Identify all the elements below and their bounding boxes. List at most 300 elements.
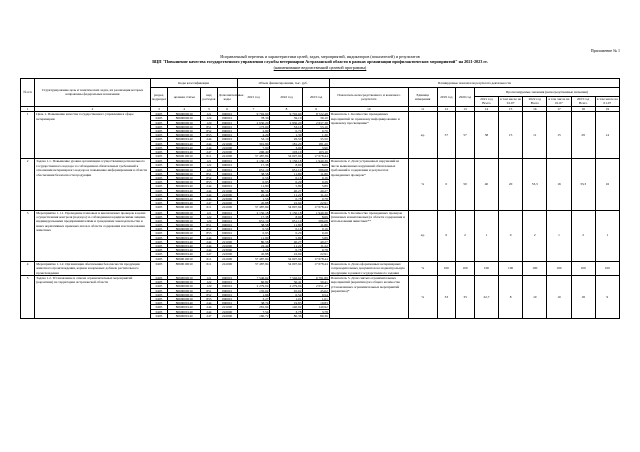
funding-2021: [237, 261, 270, 275]
plan-2023-incl: 1: [595, 210, 619, 261]
extra-codes-value: 000001: [218, 184, 237, 188]
target-article-codes-value: 8060010010: [175, 256, 193, 261]
extra-codes-value: 241000: [222, 154, 233, 159]
expense-type-codes-value: 611: [206, 256, 212, 261]
value-2019: 57: [437, 112, 456, 159]
razdel-codes-value: 0405: [151, 112, 168, 116]
expense-type-codes-value: 247: [201, 201, 216, 205]
target-article-codes-value: 8060000010: [168, 223, 200, 227]
extra-codes-value: 221000: [218, 305, 237, 309]
unit-value: %: [408, 261, 437, 275]
funding-2021-value: 45,88: [238, 252, 270, 256]
razdel-codes-value: 0405: [151, 197, 168, 201]
plan-2021-incl: 8: [499, 276, 523, 319]
razdel-codes-value: 0405: [155, 154, 163, 159]
funding-2022-value: 181,20: [270, 142, 302, 146]
funding-2023-value: 8 722,48: [303, 112, 328, 116]
funding-2023-value: 11,80: [303, 172, 328, 176]
razdel-codes-value: 0405: [151, 176, 168, 180]
header-codes: Коды классификации: [150, 79, 237, 88]
column-number: 18: [571, 106, 595, 111]
header-goal: Структурирование цель и тематических задач, их реализация которых направлены федеральные назначения: [35, 79, 150, 107]
funding-2023-value: 103,10: [303, 150, 328, 154]
header-2021: 2021 год: [237, 88, 270, 107]
value-2020: 100: [456, 261, 475, 275]
extra-codes-value: 000001: [218, 227, 237, 231]
funding-2021-value: 7,54: [238, 310, 270, 314]
razdel-codes-value: 0405: [155, 205, 163, 210]
expense-type-codes-value: 244: [201, 305, 216, 309]
column-number: 5: [201, 106, 217, 111]
funding-2022-value: 22,94: [270, 201, 302, 205]
funding-2023-value: 11,80: [303, 223, 328, 227]
funding-2023-value: 17 678,44: [314, 205, 328, 210]
target-article-codes-value: 8060000140: [168, 305, 200, 309]
value-2019: 0: [437, 210, 456, 261]
funding-2022-value: 0,78: [270, 197, 302, 201]
goal-text: Задача 1.1. Повышение уровня организации осуществления регионального государственного надзора за соблюдением обязательных требований в отношении ветеринарного надзора и повышение информирования в области обеспечения безопасности продукции: [35, 159, 150, 210]
extra-codes-value: 223000: [218, 197, 237, 201]
target-article-codes-value: 8060000010: [168, 284, 200, 288]
funding-2022: [270, 276, 303, 319]
appendix-label: Приложение № 1: [590, 48, 620, 53]
plan-2023-total: 33,3: [571, 159, 595, 210]
target-article-codes-value: 8060000010: [168, 133, 200, 137]
row-number: 1: [21, 112, 35, 159]
funding-2021-value: 281,94: [238, 305, 270, 309]
funding-2021-value: 80,56: [238, 240, 270, 244]
indicator-text: Показатель 3. Количество проведенных проверок (плановых и внеплановых) в области содержания и использования животных**: [329, 210, 408, 261]
column-number: 4: [168, 106, 201, 111]
column-number: 6: [217, 106, 237, 111]
plan-2023-incl: 100: [595, 261, 619, 275]
funding-2022: [270, 261, 303, 275]
funding-2021-value: 0,93: [238, 180, 270, 184]
target-article-codes-value: 8060000010: [168, 159, 200, 163]
expense-type-codes-value: 244: [201, 137, 216, 141]
extra-codes-value: 223000: [218, 248, 237, 252]
funding-2022-value: 40,27: [270, 189, 302, 193]
target-article-codes-value: 8060000010: [168, 129, 200, 133]
expense-type-codes-value: 244: [201, 240, 216, 244]
funding-2022-value: 0,16: [270, 176, 302, 180]
column-number: 16: [523, 106, 547, 111]
target-article-codes: [168, 261, 201, 275]
target-article-codes-value: 8060000010: [168, 163, 200, 167]
target-article-codes-value: 8060000010: [168, 172, 200, 176]
table-row: [21, 112, 620, 159]
funding-2022-value: 30,41: [270, 280, 302, 284]
column-number: 13: [456, 106, 475, 111]
column-number: 12: [437, 106, 456, 111]
plan-2022-incl: 10: [547, 276, 571, 319]
funding-2023-value: 1 940,36: [303, 159, 328, 163]
extra-codes-value: 000001: [218, 176, 237, 180]
extra-codes-value: 241000: [222, 261, 233, 266]
header-fin: Объем финансирования, тыс. руб.: [237, 79, 329, 88]
extra-codes-value: 000001: [218, 219, 237, 223]
funding-2023-value: 40,27: [303, 189, 328, 193]
plan-2021-total: 40: [474, 159, 498, 210]
extra-codes: [217, 261, 237, 275]
expense-type-codes: [201, 112, 217, 159]
extra-codes-value: 222000: [222, 313, 233, 318]
extra-codes-value: 000001: [218, 223, 237, 227]
value-2020: 2: [456, 210, 475, 261]
extra-codes-value: 000001: [218, 137, 237, 141]
funding-2021-value: 53,10: [238, 137, 270, 141]
goal-text: Мероприятие 1.1.1. Проведение плановых и внеплановых проверок в целях осуществления контроля (надзора) за соблюдением юридическими лицами, индивидуальными предпринимателями и гражданами законодательства и иных нормативных правовых актов в области содержания и использования животных: [35, 210, 150, 261]
funding-2022-value: 80,36: [293, 313, 302, 318]
table-row: [21, 276, 620, 319]
razdel-codes-value: 0405: [155, 313, 163, 318]
funding-2022-value: 2 930,20: [270, 121, 302, 125]
razdel-codes-value: 0405: [151, 248, 168, 252]
razdel-codes-value: 0405: [151, 184, 168, 188]
plan-2023-total: 100: [571, 261, 595, 275]
funding-2021: [237, 112, 270, 159]
value-2020: 33: [456, 276, 475, 319]
target-article-codes-value: 8060000140: [168, 310, 200, 314]
header-2022: 2022 год: [270, 88, 303, 107]
target-article-codes-value: 8060010010: [175, 154, 193, 159]
column-number: 11: [408, 106, 437, 111]
extra-codes: [217, 210, 237, 261]
target-article-codes-value: 8060000010: [168, 125, 200, 129]
extra-codes-value: 222000: [218, 244, 237, 248]
funding-2023: [303, 276, 329, 319]
funding-2021-value: 11,80: [238, 236, 270, 240]
funding-2022-value: 11,22: [270, 244, 302, 248]
funding-2021-value: 2 150,18: [238, 159, 270, 163]
plan-2023-incl: 16: [595, 159, 619, 210]
plan-2023-incl: 9: [595, 276, 619, 319]
funding-2023-value: 8,69: [303, 215, 328, 219]
funding-2023-value: 0,78: [303, 197, 328, 201]
funding-2021-value: 38,74: [238, 301, 270, 305]
header-plan-2023-total: 2023 год Всего: [571, 97, 595, 107]
plan-2023-total: 29: [571, 112, 595, 159]
funding-2022: [270, 112, 303, 159]
column-number: 3: [150, 106, 168, 111]
unit-value: ед.: [408, 210, 437, 261]
funding-2021-value: 78,30: [238, 116, 270, 120]
razdel-codes-value: 0405: [151, 297, 168, 301]
expense-type-codes-value: 244: [201, 142, 216, 146]
funding-2023-value: 19,83: [303, 301, 328, 305]
target-article-codes-value: 8060000140: [168, 301, 200, 305]
expense-type-codes-value: 122: [201, 163, 216, 167]
target-article-codes: [168, 276, 201, 319]
title-line-1: Исправленный перечень и характеристики целей, задач, мероприятий, индикаторов (показателей) и результатов: [220, 54, 420, 59]
funding-2023-value: 1,30: [303, 133, 328, 137]
razdel-codes-value: 0405: [151, 276, 168, 280]
header-dop-kod: Дополнительные коды: [217, 88, 237, 107]
extra-codes-value: 000001: [218, 159, 237, 163]
funding-2022-value: 1,01: [270, 297, 302, 301]
extra-codes-value: 000001: [218, 116, 237, 120]
funding-2021-value: 1,56: [238, 197, 270, 201]
expense-type-codes-value: 121: [201, 211, 216, 215]
plan-2022-total: 19: [523, 276, 547, 319]
expense-type-codes-value: 851: [201, 289, 216, 293]
funding-2022-value: 34 007,94: [287, 205, 302, 210]
funding-2022-value: 1,30: [270, 133, 302, 137]
table-row: [21, 261, 620, 275]
funding-2023-value: 3,78: [303, 310, 328, 314]
expense-type-codes-value: 247: [206, 313, 212, 318]
razdel-codes-value: 0405: [151, 240, 168, 244]
plan-2022-incl: 100: [547, 261, 571, 275]
razdel-codes-value: 0405: [151, 125, 168, 129]
funding-2021-value: 2 930,20: [238, 121, 270, 125]
razdel-codes: [150, 112, 168, 159]
target-article-codes-value: 8060000140: [168, 197, 200, 201]
target-article-codes-value: 8060000140: [168, 201, 200, 205]
funding-2021-value: 22,44: [238, 244, 270, 248]
funding-2022-value: 11,80: [270, 172, 302, 176]
funding-2023-value: 1,01: [303, 297, 328, 301]
funding-2021-value: 135,02: [238, 289, 270, 293]
funding-2021-value: 160,72: [259, 313, 269, 318]
extra-codes-value: 222000: [218, 150, 237, 154]
expense-type-codes-value: 852: [201, 129, 216, 133]
extra-codes-value: 000001: [218, 121, 237, 125]
funding-2021-value: 7 546,62: [238, 276, 270, 280]
funding-2023-value: 22,91: [303, 252, 328, 256]
funding-2021-value: 3,27: [238, 297, 270, 301]
expense-type-codes-value: 851: [201, 172, 216, 176]
funding-2022-value: 2 279,04: [270, 284, 302, 288]
row-number: 5: [21, 276, 35, 319]
funding-2021: [237, 210, 270, 261]
expense-type-codes-value: 244: [201, 244, 216, 248]
target-article-codes-value: 8060000140: [168, 193, 200, 197]
target-article-codes-value: 8060000140: [168, 150, 200, 154]
funding-2022: [270, 159, 303, 210]
extra-codes-value: 222000: [218, 252, 237, 256]
expense-type-codes-value: 121: [201, 159, 216, 163]
expense-type-codes: [201, 210, 217, 261]
goal-text: Мероприятие 1.1.2. Организация обеспечения безопасности продукции животного происхождения, кормов и кормовых добавок растительного происхождения: [35, 261, 150, 275]
expense-type-codes-value: 129: [201, 219, 216, 223]
funding-2022-value: 651,10: [270, 168, 302, 172]
indicator-text: Показатель 4. Доля оформленных ветеринарных сопроводительных документов на подконтрольную продукцию в рамках государственного задания: [329, 261, 408, 275]
row-number: 3: [21, 210, 35, 261]
unit-value: %: [408, 276, 437, 319]
extra-codes-value: 241000: [222, 205, 233, 210]
funding-2023: [303, 159, 329, 210]
table-row: [21, 210, 620, 261]
column-number: 19: [595, 106, 619, 111]
funding-2022-value: 34 007,94: [287, 261, 302, 266]
funding-2023-value: 0,78: [303, 248, 328, 252]
funding-2023-value: 3,90: [303, 146, 328, 150]
funding-2021-value: 651,10: [238, 219, 270, 223]
razdel-codes-value: 0405: [151, 180, 168, 184]
extra-codes-value: 000001: [218, 168, 237, 172]
funding-2023-value: 35,50: [303, 137, 328, 141]
target-article-codes-value: 8060000010: [168, 297, 200, 301]
expense-type-codes-value: 851: [201, 223, 216, 227]
target-article-codes-value: 8060000140: [168, 236, 200, 240]
funding-2022-value: 34 007,94: [287, 154, 302, 159]
funding-2022: [270, 210, 303, 261]
funding-2022-value: 22,94: [270, 252, 302, 256]
value-2019: 0: [437, 159, 456, 210]
table-body: [21, 112, 620, 319]
funding-2023-value: 1 940,36: [303, 211, 328, 215]
column-number: 7: [237, 106, 270, 111]
title-line-2: ВЦП "Повышение качества государственного управления службы ветеринарии Астраханской области в рамках организации профилактических мероприятий" на 2021-2023 гг.: [152, 59, 488, 65]
extra-codes-value: 000001: [218, 289, 237, 293]
funding-2023-value: 11,22: [303, 193, 328, 197]
plan-2022-total: 2: [523, 210, 547, 261]
expense-type-codes-value: 122: [201, 116, 216, 120]
extra-codes-value: 000001: [218, 231, 237, 235]
expense-type-codes: [201, 261, 217, 275]
target-article-codes: [168, 210, 201, 261]
header-cel-statya: целевая статья: [168, 88, 201, 107]
expense-type-codes-value: 853: [201, 231, 216, 235]
expense-type-codes-value: 244: [201, 248, 216, 252]
funding-2023-value: 17 678,44: [314, 261, 328, 266]
funding-2021-value: 37 487,84: [254, 261, 269, 266]
plan-2023-total: 18: [571, 276, 595, 319]
funding-2022-value: 8,69: [270, 163, 302, 167]
expense-type-codes-value: 247: [201, 252, 216, 256]
target-article-codes: [168, 112, 201, 159]
funding-2023-value: 5,89: [303, 236, 328, 240]
target-article-codes-value: 8060000010: [168, 112, 200, 116]
expense-type-codes-value: 853: [201, 297, 216, 301]
razdel-codes-value: 0405: [151, 310, 168, 314]
funding-2023-value: 0,70: [303, 129, 328, 133]
column-number: 8: [270, 106, 303, 111]
extra-codes-value: 221000: [218, 240, 237, 244]
funding-2023-value: 17 678,44: [314, 256, 328, 261]
funding-2023-value: 181,20: [303, 142, 328, 146]
funding-2022-value: 39,10: [270, 116, 302, 120]
column-number: 9: [303, 106, 329, 111]
funding-2022-value: 140,92: [270, 305, 302, 309]
expense-type-codes-value: 244: [201, 193, 216, 197]
extra-codes-value: 222000: [218, 193, 237, 197]
razdel-codes-value: 0405: [151, 236, 168, 240]
funding-2022-value: 0,70: [270, 129, 302, 133]
funding-2022-value: 34 007,94: [287, 256, 302, 261]
target-article-codes-value: 8060010010: [175, 205, 193, 210]
extra-codes-value: 000001: [218, 129, 237, 133]
indicator-text: Показатель 5. Доля снятых ограничительных мероприятий (карантина) из общего количества установленных ограничительных мероприятий (карантина)*: [329, 276, 408, 319]
funding-2023-value: 80,36: [320, 313, 328, 318]
plan-2021-total: 38: [474, 112, 498, 159]
extra-codes-value: 000001: [218, 211, 237, 215]
funding-2022-value: 3,78: [270, 310, 302, 314]
indicator-text: Показатель 1. Количество проведенных мероприятий по правовому информированию и правовому просвещению*: [329, 112, 408, 159]
razdel-codes-value: 0405: [151, 193, 168, 197]
razdel-codes-value: 0405: [151, 289, 168, 293]
funding-2023-value: 140,92: [303, 305, 328, 309]
funding-2022-value: 45,02: [270, 289, 302, 293]
program-table: [20, 78, 620, 319]
funding-2022-value: 19,83: [270, 301, 302, 305]
column-number: 15: [499, 106, 523, 111]
plan-2022-incl: 16: [547, 159, 571, 210]
funding-2022-value: 0,29: [270, 180, 302, 184]
header-plan: Прогнозируемые значения (непосредственные значения): [474, 88, 619, 97]
plan-2022-incl: 1: [547, 210, 571, 261]
plan-2021-incl: 0: [499, 210, 523, 261]
plan-2022-total: 100: [523, 261, 547, 275]
target-article-codes-value: 8060000010: [168, 293, 200, 297]
extra-codes-value: 000001: [218, 133, 237, 137]
funding-2022-value: 5,89: [270, 184, 302, 188]
target-article-codes: [168, 159, 201, 210]
funding-2021-value: 7,90: [238, 146, 270, 150]
razdel-codes-value: 0405: [151, 231, 168, 235]
razdel-codes-value: 0405: [155, 261, 163, 266]
goal-text: Цель 1. Повышение качества государственного управления в сфере ветеринарии: [35, 112, 150, 159]
funding-2021-value: 38,58: [238, 172, 270, 176]
expense-type-codes-value: 244: [201, 310, 216, 314]
plan-2021-total: 100: [474, 261, 498, 275]
target-article-codes-value: 8060000140: [168, 240, 200, 244]
funding-2022-value: 53,10: [270, 125, 302, 129]
funding-2023-value: 53,10: [303, 125, 328, 129]
funding-2023: [303, 261, 329, 275]
funding-2023-value: 39,10: [303, 116, 328, 120]
funding-2022-value: 0,54: [270, 293, 302, 297]
value-2020: 50: [456, 159, 475, 210]
plan-2023-total: 2: [571, 210, 595, 261]
plan-2022-total: 33,3: [523, 159, 547, 210]
row-number: 4: [21, 261, 35, 275]
header-plan-2022-incl: в том числе на 01.07: [548, 97, 570, 106]
expense-type-codes-value: 244: [201, 184, 216, 188]
funding-2021-value: 9 702,60: [238, 112, 270, 116]
funding-2022-value: 0,78: [270, 248, 302, 252]
target-article-codes-value: 8060000140: [168, 252, 200, 256]
funding-2021-value: 80,56: [238, 189, 270, 193]
funding-2023-value: 45,02: [303, 289, 328, 293]
razdel-codes-value: 0405: [151, 219, 168, 223]
target-article-codes-value: 8060000010: [168, 116, 200, 120]
razdel-codes-value: 0405: [151, 137, 168, 141]
header-unit: Единица измерения: [408, 88, 437, 107]
expense-type-codes-value: 121: [201, 112, 216, 116]
expense-type-codes-value: 244: [201, 197, 216, 201]
target-article-codes-value: 8060000140: [168, 142, 200, 146]
extra-codes-value: 222000: [218, 310, 237, 314]
funding-2021-value: 0,56: [238, 176, 270, 180]
razdel-codes: [150, 210, 168, 261]
razdel-codes-value: 0405: [151, 159, 168, 163]
funding-2023-value: 5,89: [303, 184, 328, 188]
header-plan-2022-total: 2022 год Всего: [523, 97, 547, 107]
header-plan-2021-incl: в том числе на 01.07: [500, 97, 522, 106]
expense-type-codes-value: 129: [201, 121, 216, 125]
target-article-codes-value: 8060000140: [168, 146, 200, 150]
extra-codes-value: 000001: [218, 293, 237, 297]
razdel-codes-value: 0405: [151, 163, 168, 167]
target-article-codes-value: 8060000010: [168, 168, 200, 172]
expense-type-codes-value: 122: [201, 280, 216, 284]
funding-2021-value: 2 150,18: [238, 211, 270, 215]
extra-codes-value: 000001: [218, 112, 237, 116]
razdel-codes-value: 0405: [151, 142, 168, 146]
extra-codes: [217, 276, 237, 319]
